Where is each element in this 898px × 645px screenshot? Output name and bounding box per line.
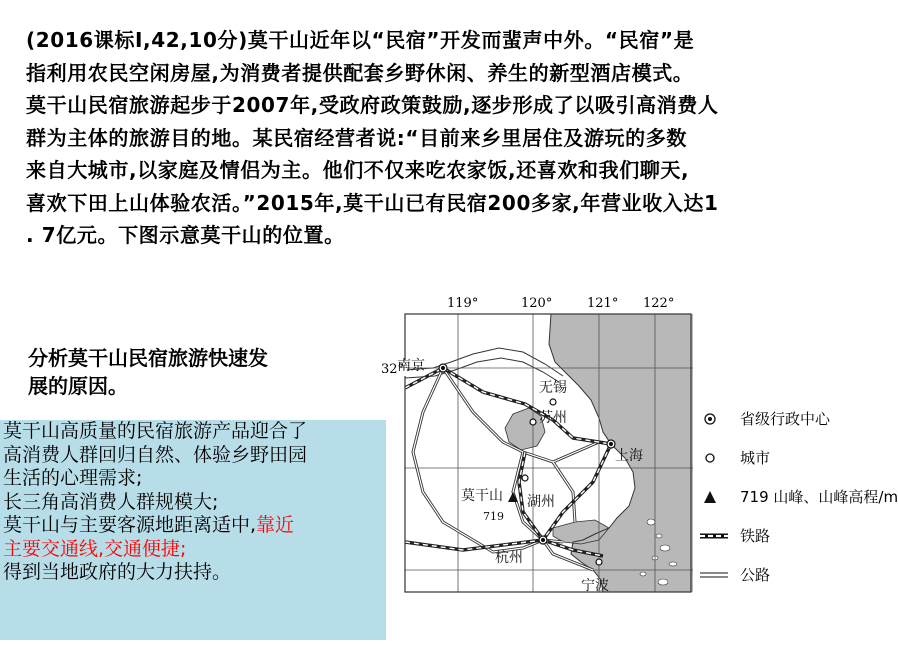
place-label: 无锡 [539,380,567,396]
stem-line: 喜欢下田上山体验农活。”2015年,莫干山已有民宿200多家,年营业收入达1 [26,190,719,215]
sub-question-line: 分析莫干山民宿旅游快速发 [28,346,268,370]
answer-line: 长三角高消费人群规模大; [3,490,219,513]
legend-item [700,484,898,523]
answer-line: 生活的心理需求; [3,467,143,489]
stem-line: 来自大城市,以家庭及情侣为主。他们不仅来吃农家饭,还喜欢和我们聊天, [26,158,690,182]
mountain-peak-icon [700,490,720,504]
legend-label: 省级行政中心 [740,410,831,428]
place-label: 宁波 [581,578,609,594]
place-label: 杭州 [495,550,523,566]
highway-icon [700,568,728,582]
lon-label: 121° [587,296,619,311]
legend-label: 公路 [740,566,771,584]
answer-box [0,420,386,640]
lon-label: 122° [643,296,675,311]
legend-item [700,523,860,562]
place-label: 苏州 [539,410,567,426]
legend-label: 719 山峰、山峰高程/m [740,488,898,506]
provincial-capital-icon [700,412,720,426]
place-label: 湖州 [527,494,555,510]
stem-line: (2016课标Ⅰ,42,10分)莫干山近年以“民宿”开发而蜚声中外。“民宿”是 [26,28,695,52]
legend-label: 城市 [740,449,771,467]
map-legend [700,406,898,601]
answer-text: 莫干山与主要客源地距离适中, [3,514,257,536]
question-stem [26,24,846,252]
yangtze-river [405,348,563,376]
answer-line [0,514,386,538]
stem-line: 莫干山民宿旅游起步于2007年,受政府政策鼓励,逐步形成了以吸引高消费人 [26,93,719,117]
railway-icon [700,529,728,543]
stem-line: 群为主体的旅游目的地。某民宿经营者说:“目前来乡里居住及游玩的多数 [26,125,687,150]
legend-item [700,562,860,601]
place-label: 上海 [615,448,643,464]
city-icon [700,451,720,465]
lon-label: 119° [447,296,479,311]
lon-label: 120° [521,296,553,311]
legend-item [700,445,860,484]
place-label: 南京 [397,358,425,374]
peak-elevation: 719 [483,510,504,523]
sub-question-line: 展的原因。 [28,374,128,398]
answer-line: 得到当地政府的大力扶持。 [3,561,232,583]
stem-line: 指利用农民空闲房屋,为消费者提供配套乡野休闲、养生的新型酒店模式。 [26,60,694,85]
legend-item [700,406,860,445]
place-label: 莫干山 [461,488,503,504]
stem-line: . 7亿元。下图示意莫干山的位置。 [26,223,345,247]
location-map [381,292,693,602]
answer-highlight: 靠近 [256,514,295,536]
mountain-peak-icon [508,492,518,502]
answer-highlight-line: 主要交通线,交通便捷; [3,537,187,560]
yangtze-river-bank [405,358,559,382]
answer-line: 莫干山高质量的民宿旅游产品迎合了 [3,420,308,442]
sub-question [28,344,328,400]
legend-label: 铁路 [740,527,771,545]
lat-label: 32° [381,362,405,377]
answer-line: 高消费人群回归自然、体验乡野田园 [3,443,308,466]
